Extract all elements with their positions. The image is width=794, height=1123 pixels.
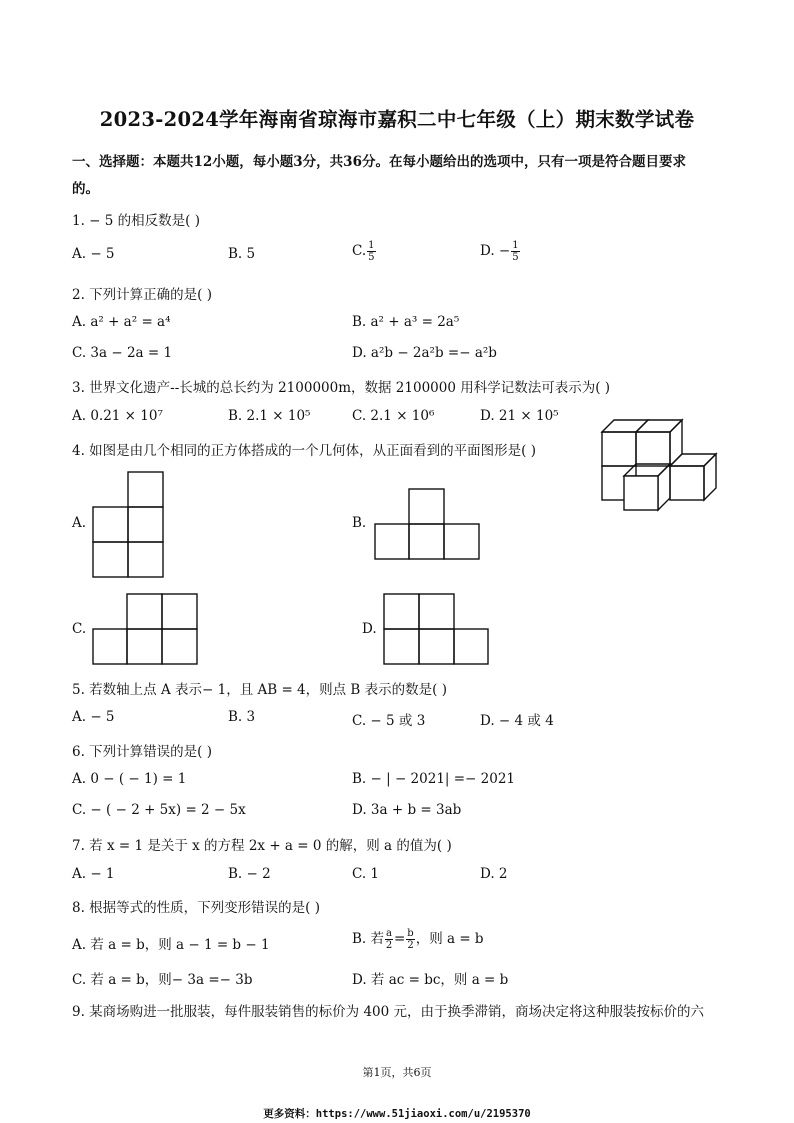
- q3-option-d: D. 21 × 10⁵: [480, 408, 559, 424]
- q8-option-d: D. 若 ac = bc，则 a = b: [352, 972, 509, 988]
- q1-option-b: B. 5: [228, 246, 256, 262]
- q1-stem: 1. − 5 的相反数是( ): [72, 213, 200, 229]
- q2-stem: 2. 下列计算正确的是( ): [72, 287, 212, 303]
- q3-option-a: A. 0.21 × 10⁷: [72, 408, 163, 424]
- q5-stem: 5. 若数轴上点 A 表示− 1，且 AB = 4，则点 B 表示的数是( ): [72, 682, 447, 698]
- q5-option-d: D. − 4 或 4: [480, 713, 554, 729]
- section-heading-line2: 的。: [72, 181, 99, 197]
- page-title: 2023-2024学年海南省琼海市嘉积二中七年级（上）期末数学试卷: [99, 108, 695, 131]
- q2-option-d: D. a²b − 2a²b =− a²b: [352, 345, 497, 361]
- q6-option-a: A. 0 − ( − 1) = 1: [72, 771, 187, 787]
- q3-option-b: B. 2.1 × 10⁵: [228, 408, 311, 424]
- q4-option-d-figure: [383, 593, 489, 665]
- q4-option-c-label: C.: [72, 621, 87, 637]
- q8-option-b: B. 若 $\frac{a}{2}$ = $\frac{b}{2}$ ，则 a = b: [352, 928, 484, 951]
- q7-option-c: C. 1: [352, 866, 380, 882]
- q2-option-c: C. 3a − 2a = 1: [72, 345, 173, 361]
- q9-stem: 9. 某商场购进一批服装，每件服装销售的标价为 400 元，由于换季滞销，商场决定将这种服装按标价的六: [72, 1004, 705, 1020]
- q8-option-c: C. 若 a = b，则− 3a =− 3b: [72, 972, 253, 988]
- q4-option-c-figure: [92, 593, 198, 665]
- q1-option-c: C. $\frac{1}{5}$: [352, 240, 375, 263]
- q7-stem: 7. 若 x = 1 是关于 x 的方程 2x + a = 0 的解，则 a 的值为( ): [72, 838, 452, 854]
- section-heading-line1: 一、选择题：本题共12小题，每小题3分，共36分。在每小题给出的选项中，只有一项是符合题目要求: [72, 154, 686, 170]
- q4-option-a-figure: [92, 471, 164, 577]
- q4-solid-figure: [600, 418, 722, 510]
- q7-option-d: D. 2: [480, 866, 508, 882]
- q1-option-d: D. − $\frac{1}{5}$: [480, 240, 519, 263]
- q6-option-b: B. − | − 2021| =− 2021: [352, 771, 516, 787]
- q5-option-c: C. − 5 或 3: [352, 713, 426, 729]
- q8-option-a: A. 若 a = b，则 a − 1 = b − 1: [72, 937, 270, 953]
- q3-option-c: C. 2.1 × 10⁶: [352, 408, 435, 424]
- q1-option-a: A. − 5: [72, 246, 115, 262]
- q2-option-b: B. a² + a³ = 2a⁵: [352, 314, 460, 330]
- q4-option-d-label: D.: [362, 621, 377, 637]
- q7-option-b: B. − 2: [228, 866, 271, 882]
- page-footer: 第1页，共6页: [362, 1066, 432, 1079]
- q3-stem: 3. 世界文化遗产--长城的总长约为 2100000m，数据 2100000 用科学记数法可表示为( ): [72, 380, 611, 396]
- q4-option-b-figure: [374, 488, 480, 560]
- q6-option-c: C. − ( − 2 + 5x) = 2 − 5x: [72, 802, 246, 818]
- q4-option-b-label: B.: [352, 515, 367, 531]
- q8-stem: 8. 根据等式的性质，下列变形错误的是( ): [72, 900, 320, 916]
- q4-option-a-label: A.: [72, 515, 87, 531]
- q5-option-a: A. − 5: [72, 709, 115, 725]
- more-resources-link[interactable]: 更多资料：https://www.51jiaoxi.com/u/2195370: [263, 1108, 531, 1120]
- q2-option-a: A. a² + a² = a⁴: [72, 314, 171, 330]
- q4-stem: 4. 如图是由几个相同的正方体搭成的一个几何体，从正面看到的平面图形是( ): [72, 443, 536, 459]
- q6-option-d: D. 3a + b = 3ab: [352, 802, 462, 818]
- q6-stem: 6. 下列计算错误的是( ): [72, 744, 212, 760]
- q7-option-a: A. − 1: [72, 866, 115, 882]
- q5-option-b: B. 3: [228, 709, 256, 725]
